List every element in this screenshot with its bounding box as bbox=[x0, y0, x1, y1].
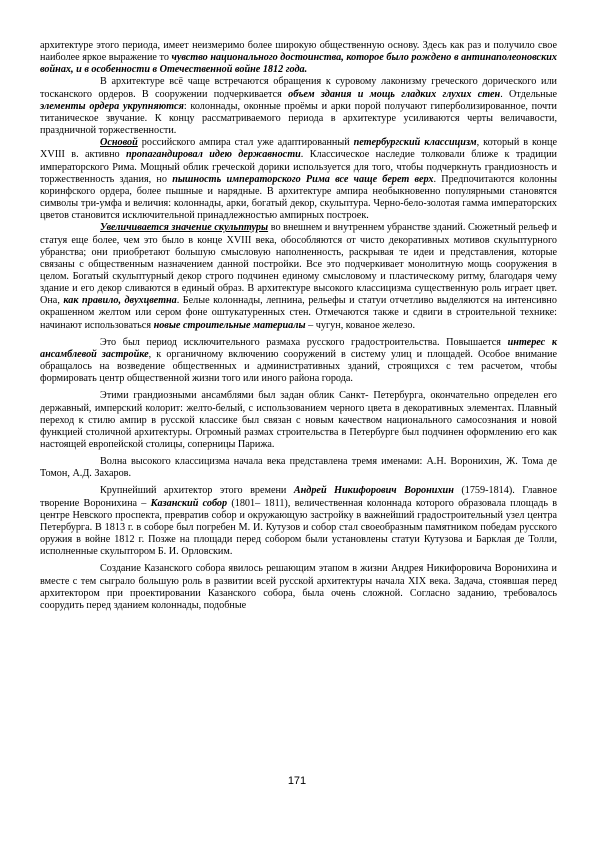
emphasized-text: чувство национального достоинства, которое было рождено в антинаполеоновских войнах, и в особенности в Отечественной войне 1812 года. bbox=[40, 52, 557, 76]
text-run: Волна высокого классицизма начала века представлена тремя именами: А.Н. Воронихин, Ж. Тома де Томон, А.Д. Захаров. bbox=[40, 456, 557, 480]
paragraph bbox=[40, 76, 557, 137]
emphasized-text: пропагандировал идею державности bbox=[126, 149, 301, 161]
paragraph bbox=[40, 456, 557, 480]
text-run: российского ампира стал уже адаптированный bbox=[137, 137, 354, 149]
paragraph bbox=[40, 390, 557, 451]
paragraph bbox=[40, 337, 557, 386]
text-run: , к органичному включению сооружений в систему улиц и площадей. Особое внимание обращалось на возведение общественных и административных зданий, строящихся с тем расчетом, чтобы формировать центр общественной жизни того или иного района города. bbox=[40, 348, 557, 385]
text-run: . Предпочитаются колонны коринфского ордера, более пышные и нарядные. В архитектуре ампира необыкновенно популярными становятся символы три-умфа и величия: колоннады, арки, богатый декор, скульптура. Черно-бело-золотая гамма императорских цветов становится исключительной принадлежностью ампирных построек. bbox=[40, 173, 557, 222]
emphasized-text: Увеличивается значение скульптуры bbox=[100, 222, 269, 234]
text-run: . Белые колоннады, лепнина, рельефы и статуи отчетливо выделяются на интенсивно окрашенном желтом или сером фоне оштукатуренных стен. Отмечаются также и сдвиги в строительной технике: начинают использоваться bbox=[40, 295, 557, 331]
paragraph bbox=[40, 40, 557, 76]
emphasized-text: новые строительные материалы bbox=[153, 319, 306, 331]
text-run: (1759-1814). Главное творение Воронихина – bbox=[40, 485, 557, 509]
text-run: Создание Казанского собора явилось решающим этапом в жизни Андрея Никифоровича Воронихина и вместе с тем сыграло большую роль в развитии всей русской архитектуры начала XIX века. Задача, стоявшая перед архитектором при проектировании Казанского собора, была очень сложной. Согласно заданию, требовалось соорудить перед зданием колоннады, подобные bbox=[40, 563, 557, 611]
page-number: 171 bbox=[287, 775, 307, 787]
paragraph bbox=[40, 485, 557, 558]
text-run: , который в конце XVIII в. активно bbox=[40, 137, 557, 161]
emphasized-text: как правило, двухцветна bbox=[63, 295, 177, 307]
text-run: : колоннады, оконные проёмы и арки порой получают гиперболизированное, почти титаническое звучание. К концу рассматриваемого периода в архитектуре усиливаются черты величавости, праздничной торжественности. bbox=[40, 100, 557, 137]
text-run: В архитектуре всё чаще встречаются обращения к суровому лаконизму греческого дорического или тосканского ордеров. В сооружении подчеркивается bbox=[40, 76, 557, 100]
emphasized-text: Казанский собор bbox=[150, 497, 228, 509]
text-run: во внешнем и внутреннем убранстве зданий. Сюжетный рельеф и статуя еще более, чем это было в конце XVIII века, обособляются от чисто декоративных мотивов скульптурного убранства; они приобретают большую смысловую наполненность, раскрывая те идеи и представления, которые связаны с общественным назначением данной постройки. Все это подчеркивает монолитную мощь сооружения в целом. Богатый скульптурный декор строго подчинен единому смысловому и пластическому ритму, благодаря чему здание и его декор сливаются в единый образ. В архитектуре высокого классицизма существенную роль играет цвет. Она, bbox=[40, 222, 558, 307]
paragraph bbox=[40, 137, 557, 222]
emphasized-text: Андрей Никифорович Воронихин bbox=[293, 485, 454, 497]
emphasized-text: интерес к ансамблевой застройке bbox=[40, 336, 557, 360]
paragraph bbox=[40, 222, 557, 331]
text-run: Этими грандиозными ансамблями был задан облик Санкт- Петербурга, окончательно определен его державный, имперский колорит: желто-белый, с использованием черного цвета в декоративных элементах. Плавный переход к стилю ампир в русской классике был связан с новым качеством национального самосознания и новой функцией столичной архитектуры. Огромный размах строительства в Петербурге был подчинен оформлению его как настоящей европейской столицы, соперницы Парижа. bbox=[40, 390, 557, 450]
emphasized-text: объем здания и мощь гладких глухих стен bbox=[288, 88, 501, 100]
text-run: . Классическое наследие толковали ближе к традиции императорского Рима. Мощный облик греческой дорики используется для того, чтобы подчеркнуть грандиозность и торжественность здания, но bbox=[40, 149, 558, 185]
text-run: – чугун, кованое железо. bbox=[305, 319, 416, 331]
text-run: (1801– 1811), величественная колоннада которого образовала площадь в центре Невского проспекта, превратив собор и окружающую застройку в важнейший градостроительный узел центра Петербурга. В 1813 г. в соборе был погребен М. И. Кутузов и собор стал своеобразным памятником победам русского оружия в войне 1812 г. Позже на площади перед собором были установлены статуи Кутузова и Барклая де Толли, исполненные скульптором Б. И. Орловским. bbox=[40, 497, 558, 558]
emphasized-text: петербургский классицизм bbox=[353, 137, 477, 149]
text-run: Это был период исключительного размаха русского градостроительства. Повышается bbox=[100, 336, 508, 348]
text-run: Крупнейший архитектор этого времени bbox=[100, 485, 294, 497]
emphasized-text: пышность императорского Рима все чаще берет верх bbox=[172, 173, 434, 185]
text-run: . Отдельные bbox=[500, 88, 557, 100]
text-run: архитектуре этого периода, имеет неизмеримо более широкую общественную основу. Здесь как раз и получило свое наиболее яркое выражение то bbox=[40, 40, 557, 64]
emphasized-text: элементы ордера укрупняются bbox=[40, 100, 184, 112]
paragraph bbox=[40, 563, 557, 612]
text-body bbox=[40, 40, 557, 612]
emphasized-text: Основой bbox=[100, 137, 138, 149]
